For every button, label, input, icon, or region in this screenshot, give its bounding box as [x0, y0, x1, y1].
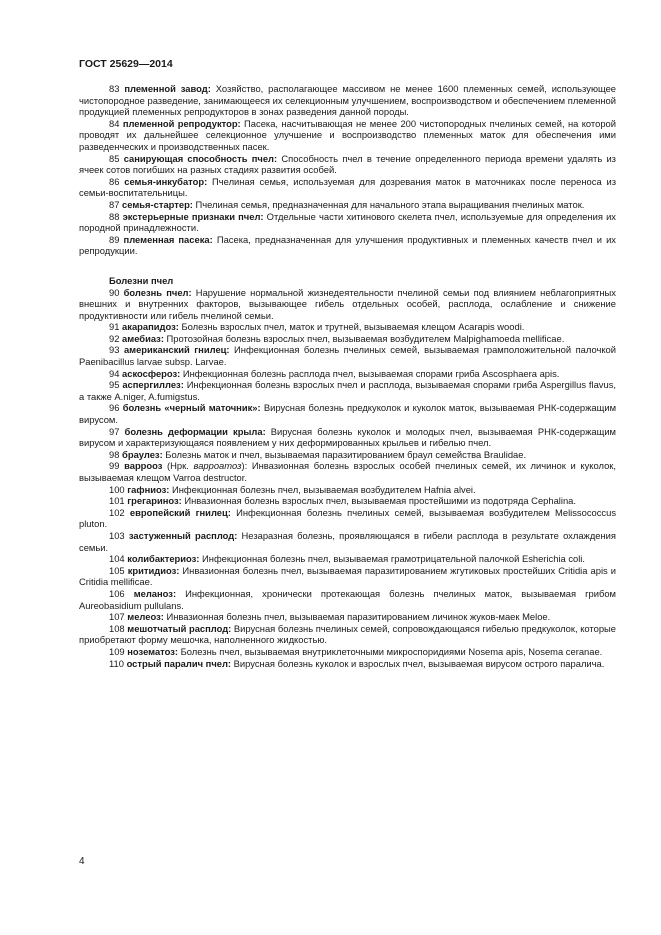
entry-alt-suffix: ): [241, 460, 248, 472]
entry-definition: Вирусная болезнь куколок и молодых пчел, вызываемая РНК-содержащим вирусом и характеризующаяся появлением у них деформированных крыльев и гибелью пчел. [79, 425, 617, 449]
term-entry-109 [79, 646, 616, 658]
entry-number: 87 [109, 198, 120, 210]
entry-definition: Инвазионная болезнь пчел, вызываемая паразитированием жгутиковых простейших Critidia apis и Critidia mellificae. [79, 564, 616, 588]
entry-number: 109 [109, 645, 125, 657]
standard-header: ГОСТ 25629—2014 [79, 58, 173, 70]
term-entry-97 [79, 426, 616, 449]
entry-number: 89 [109, 233, 120, 245]
entry-definition: Инфекционная болезнь пчел, вызываемая возбудителем Hafnia alvei. [169, 483, 476, 495]
entry-definition: Инвазионная болезнь взрослых особей пчелиных семей, их личинок и куколок, вызываемая клещом Varroa destructor. [79, 460, 616, 483]
entry-term: племенной репродуктор: [122, 117, 241, 129]
entry-definition: Инфекционная болезнь взрослых пчел и расплода, вызываемая спорами гриба Aspergillus flavus, а также A.niger, A.fumigstus. [79, 379, 616, 402]
entry-alt-term: варроатоз [193, 460, 242, 472]
entry-term: семья-стартер: [122, 198, 193, 210]
entry-term: аспергиллез: [122, 379, 184, 391]
term-entry-99 [79, 460, 616, 483]
entry-definition: Инфекционная болезнь пчел, вызываемая грамотрицательной палочкой Esherichia coli. [199, 553, 585, 565]
entry-term: аскосфероз: [122, 367, 181, 379]
entry-definition: Инвазионная болезнь взрослых пчел, вызываемая простейшими из подотряда Cephalina. [181, 495, 577, 507]
entry-number: 97 [109, 425, 120, 437]
entry-term: нозематоз: [127, 645, 179, 657]
term-entry-95 [79, 379, 616, 402]
entry-definition: Нарушение нормальной жизнедеятельности пчелиной семьи под влиянием неблагоприятных внешних и внутренних факторов, вызывающее гибель отдельных особей, расплода, ослабление и снижение продуктивности или гибель пчелиной семьи. [79, 286, 616, 321]
entry-number: 110 [109, 657, 124, 669]
entry-number: 99 [109, 460, 120, 472]
term-entry-91 [79, 321, 616, 333]
entry-number: 94 [109, 367, 120, 379]
term-entry-101 [79, 495, 616, 507]
entry-term: мелеоз: [127, 611, 164, 623]
entry-number: 98 [109, 448, 120, 460]
entry-term: племенной завод: [124, 83, 211, 94]
entry-term: экстерьерные признаки пчел: [122, 210, 264, 222]
entry-definition: Болезнь пчел, вызываемая внутриклеточными микроспоридиями Nosema apis, Nosema ceranae. [178, 645, 603, 657]
entry-term: амебиаз: [122, 332, 164, 344]
entry-definition: Способность пчел в течение определенного периода времени удалять из ячеек сотов погибших на разных стадиях развития особей. [79, 152, 616, 176]
entry-number: 86 [109, 175, 120, 187]
term-entry-105 [79, 565, 616, 588]
entry-definition: Пчелиная семья, предназначенная для начального этапа выращивания пчелиных маток. [192, 198, 585, 210]
entry-number: 106 [109, 587, 125, 599]
entry-definition: Пасека, предназначенная для улучшения продуктивных и племенных качеств пчел и их репродукции. [79, 233, 616, 257]
entry-number: 95 [109, 379, 120, 391]
term-entry-100 [79, 484, 616, 496]
entry-definition: Болезнь взрослых пчел, маток и трутней, вызываемая клещом Acarapis woodi. [178, 321, 525, 333]
entry-definition: Пасека, насчитывающая не менее 200 чистопородных пчелиных семей, на которой проводят их дальнейшее селекционное улучшение и воспроизводство племенных маток для обеспечения ими разведенческих и производственных пасек. [79, 117, 616, 152]
term-entry-103 [79, 530, 616, 553]
section-title-bee-diseases: Болезни пчел [109, 274, 174, 286]
term-entry-87 [79, 199, 616, 211]
entry-term: критидиоз: [127, 564, 180, 576]
entry-term: гафниоз: [127, 483, 170, 495]
entry-number: 93 [109, 344, 120, 356]
entry-number: 107 [109, 611, 125, 623]
term-entry-83 [79, 83, 616, 118]
entry-definition: Пчелиная семья, используемая для дозревания маток в маточниках после переноса из семьи-воспитательницы. [79, 175, 616, 199]
entry-definition: Инфекционная болезнь пчелиных семей, вызываемая возбудителем Melissococcus pluton. [79, 506, 617, 530]
entry-definition: Отдельные части хитинового скелета пчел, используемые для определения их породной принадлежности. [79, 210, 616, 234]
entry-term: племенная пасека: [123, 233, 213, 245]
entry-number: 100 [109, 483, 125, 495]
entry-term: европейский гнилец: [129, 506, 231, 518]
entry-term: болезнь «черный маточник»: [122, 402, 261, 414]
entry-term: меланоз: [133, 587, 177, 599]
entry-number: 104 [109, 553, 125, 565]
entry-term: семья-инкубатор: [124, 175, 208, 187]
entry-number: 90 [109, 286, 120, 298]
entry-number: 83 [109, 83, 120, 94]
term-entry-102 [79, 507, 616, 530]
term-entry-90 [79, 287, 616, 322]
entry-term: грегариноз: [127, 495, 182, 507]
entries-part1 [79, 83, 616, 257]
entry-definition: Болезнь маток и пчел, вызываемая паразитированием браул семейства Braulidae. [162, 448, 527, 460]
entry-term: варрооз [124, 460, 163, 472]
page-number: 4 [79, 856, 85, 867]
entry-term: санирующая способность пчел: [123, 152, 278, 164]
entry-number: 96 [109, 402, 120, 414]
entry-term: мешотчатый расплод: [127, 622, 232, 634]
term-entry-108 [79, 623, 616, 646]
entry-term: колибактериоз: [127, 553, 200, 565]
term-entry-106 [79, 588, 616, 611]
entry-number: 91 [109, 321, 120, 333]
entry-term: браулез: [122, 448, 163, 460]
entry-definition: Протозойная болезнь взрослых пчел, вызываемая возбудителем Malpighamoeda mellificae. [163, 332, 565, 344]
entry-term: американский гнилец: [123, 344, 230, 356]
entry-term: болезнь пчел: [123, 286, 192, 298]
term-entry-93 [79, 344, 616, 367]
term-entry-86 [79, 176, 616, 199]
entry-number: 101 [109, 495, 125, 507]
entry-number: 105 [109, 564, 125, 576]
entry-definition: Инфекционная болезнь расплода пчел, вызываемая спорами гриба Ascosphaera apis. [180, 367, 560, 379]
entry-number: 102 [109, 506, 125, 518]
entry-definition: Хозяйство, располагающее массивом не менее 1600 племенных семей, использующее чистопородное разведение, занимающееся их селекционным улучшением, воспроизводством и обеспечением племенной продукцией племенных репродукторов в зонах разведения данной породы. [79, 83, 617, 118]
entry-number: 92 [109, 332, 120, 344]
entry-definition: Инвазионная болезнь пчел, вызываемая паразитированием личинок жуков-маек Meloe. [163, 611, 551, 623]
entry-definition: Незаразная болезнь, проявляющаяся в гибели расплода в результате охлаждения семьи. [79, 529, 616, 553]
term-entry-94 [79, 368, 616, 380]
entry-number: 108 [109, 622, 125, 634]
entry-term: острый паралич пчел: [126, 657, 232, 669]
entry-number: 103 [109, 529, 125, 541]
entries-part2 [79, 287, 616, 670]
entry-term: болезнь деформации крыла: [124, 425, 266, 437]
term-entry-84 [79, 118, 616, 153]
term-entry-98 [79, 449, 616, 461]
entry-definition: Инфекционная, хронически протекающая болезнь пчелиных маток, вызываемая грибом Aureobasidium pullulans. [79, 587, 616, 611]
term-entry-92 [79, 333, 616, 345]
entry-term: застуженный расплод: [128, 529, 238, 541]
term-entry-89 [79, 234, 616, 257]
entry-number: 85 [109, 152, 120, 164]
term-entry-104 [79, 553, 616, 565]
entry-definition: Инфекционная болезнь пчелиных семей, вызываемая грамположительной палочкой Paenibacillus larvae subsp. Larvae. [79, 344, 616, 368]
entry-definition: Вирусная болезнь пчелиных семей, сопровождающаяся гибелью предкуколок, которые приобретают форму мешочка, наполненного жидкостью. [79, 622, 616, 646]
entry-definition: Вирусная болезнь куколок и взрослых пчел, вызываемая вирусом острого паралича. [231, 657, 605, 669]
term-entry-88 [79, 211, 616, 234]
term-entry-85 [79, 153, 616, 176]
entry-number: 84 [109, 117, 120, 129]
term-entry-96 [79, 402, 616, 425]
entry-term: акарапидоз: [122, 321, 179, 333]
term-entry-110 [79, 658, 616, 670]
entry-definition: Вирусная болезнь предкуколок и куколок маток, вызываемая РНК-содержащим вирусом. [79, 402, 617, 426]
term-entry-107 [79, 611, 616, 623]
entry-number: 88 [109, 210, 120, 222]
entry-alt-prefix: (Нрк. [162, 460, 194, 472]
